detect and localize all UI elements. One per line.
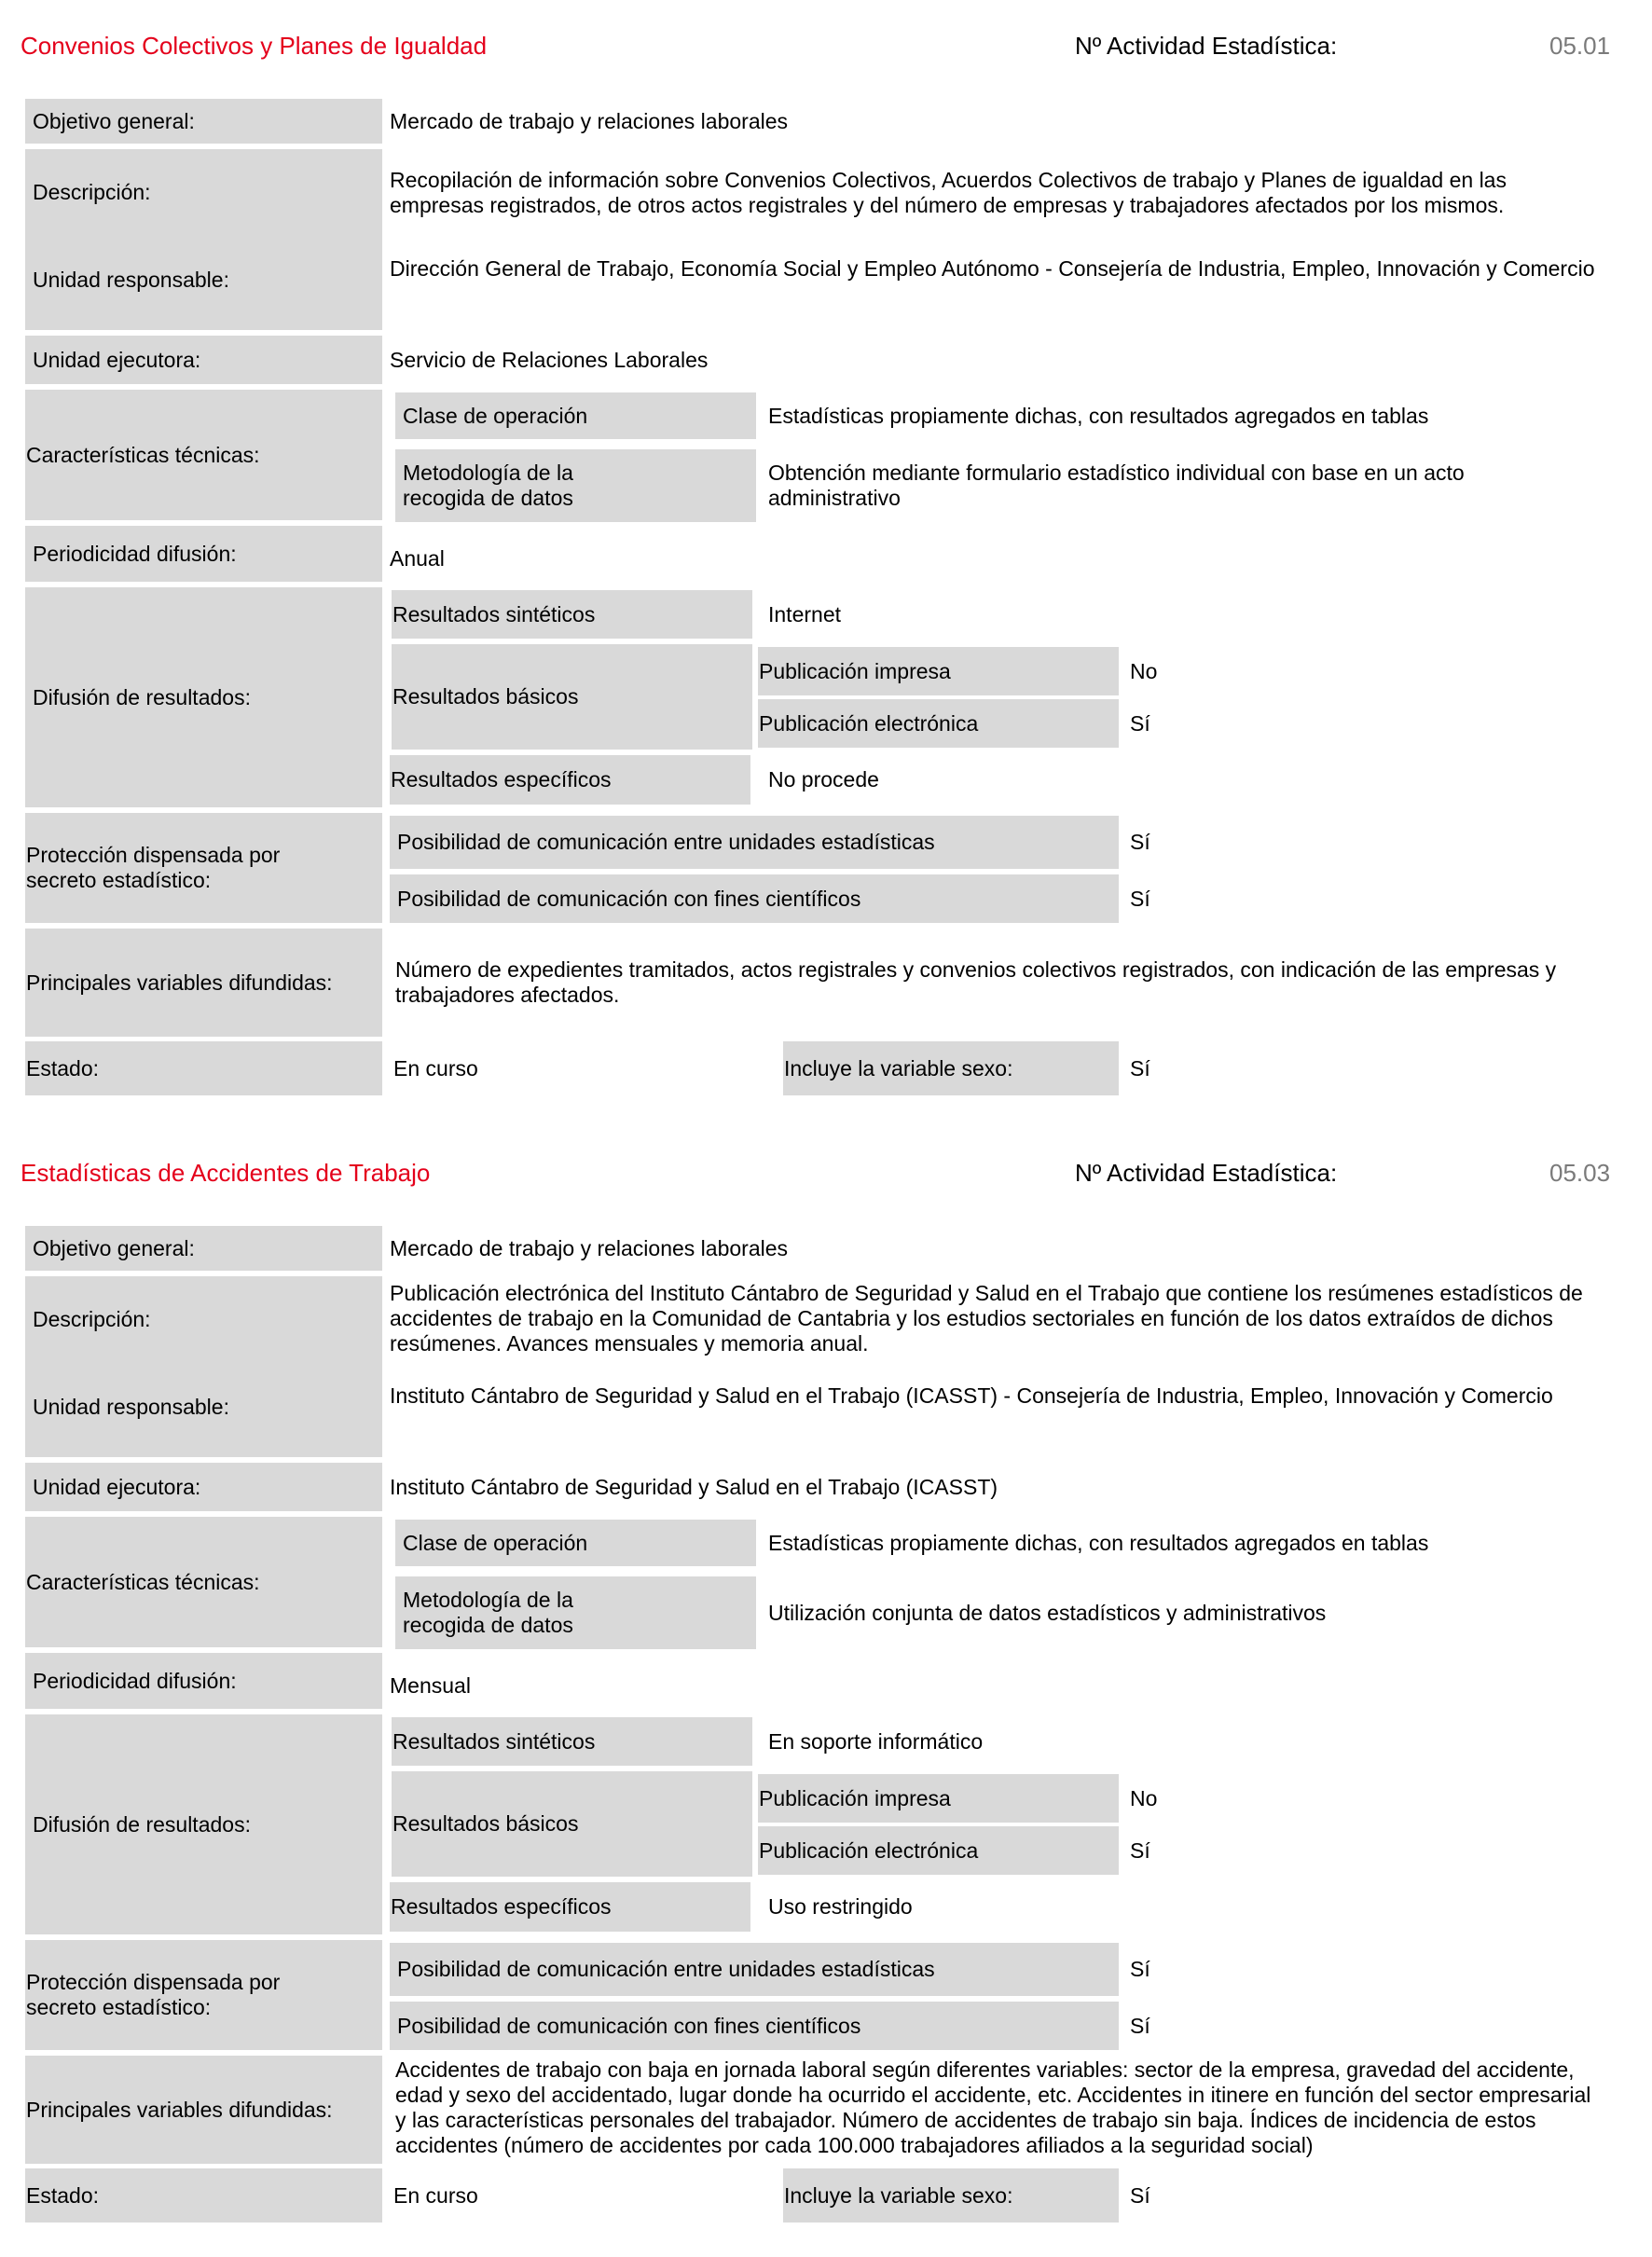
activity-number-label: Nº Actividad Estadística: [1075, 32, 1338, 60]
label-difusion: Difusión de resultados: [25, 587, 382, 807]
value-metodologia: Utilización conjunta de datos estadísticos y administrativos [768, 1600, 1327, 1625]
value-clase-operacion: Estadísticas propiamente dichas, con resultados agregados en tablas [768, 1530, 1429, 1555]
value-principales: Accidentes de trabajo con baja en jornada laboral según diferentes variables: sector de la empresa, gravedad del accidente, edad y sexo del accidentado, lugar donde ha ocurrido el accidente, etc. Accidentes in itinere en función del sector empresarial y las características personales del trabajador. Número de accidentes de trabajo sin baja. Índices de incidencia de estos accidentes (número de accidentes por cada 100.000 trabajadores afiliados a la seguridad social) [395, 2057, 1591, 2157]
label-pub-electronica: Publicación electrónica [758, 1826, 1119, 1875]
value-variable-sexo: Sí [1130, 2182, 1150, 2208]
label-clase-operacion: Clase de operación [395, 1520, 756, 1566]
value-estado: En curso [393, 1055, 478, 1080]
label-difusion: Difusión de resultados: [25, 1714, 382, 1934]
value-com-cientificos: Sí [1130, 2013, 1150, 2038]
label-clase-operacion: Clase de operación [395, 392, 756, 439]
label-block-desc-unidad [25, 149, 382, 330]
value-unidad-responsable: Dirección General de Trabajo, Economía Social y Empleo Autónomo - Consejería de Industria, Empleo, Innovación y Comercio [390, 256, 1595, 281]
label-block-desc-unidad [25, 1276, 382, 1457]
label-unidad-responsable: Unidad responsable: [33, 1394, 229, 1419]
activity-title: Convenios Colectivos y Planes de Igualdad [21, 32, 488, 60]
activity-number-label: Nº Actividad Estadística: [1075, 1159, 1338, 1187]
value-clase-operacion: Estadísticas propiamente dichas, con resultados agregados en tablas [768, 403, 1429, 428]
label-metodologia: Metodología de la recogida de datos [395, 449, 756, 522]
value-unidad-responsable: Instituto Cántabro de Seguridad y Salud en el Trabajo (ICASST) - Consejería de Industria, Empleo, Innovación y Comercio [390, 1383, 1553, 1408]
activity-section [0, 1127, 1652, 2227]
label-principales: Principales variables difundidas: [25, 929, 382, 1037]
value-sinteticos: En soporte informático [768, 1728, 984, 1754]
label-metodologia: Metodología de la recogida de datos [395, 1576, 756, 1649]
label-proteccion: Protección dispensada por secreto estadístico: [25, 1940, 382, 2050]
label-pub-impresa: Publicación impresa [758, 1774, 1119, 1823]
value-estado: En curso [393, 2182, 478, 2208]
label-proteccion: Protección dispensada por secreto estadístico: [25, 813, 382, 923]
label-caracteristicas: Características técnicas: [25, 1517, 382, 1647]
label-com-cientificos: Posibilidad de comunicación con fines científicos [390, 2002, 1119, 2050]
value-especificos: Uso restringido [768, 1894, 913, 1919]
activity-number: 05.01 [1549, 32, 1611, 60]
label-principales: Principales variables difundidas: [25, 2056, 382, 2164]
label-pub-impresa: Publicación impresa [758, 647, 1119, 695]
value-sinteticos: Internet [768, 601, 841, 626]
label-pub-electronica: Publicación electrónica [758, 699, 1119, 748]
value-com-unidades: Sí [1130, 1957, 1150, 1981]
label-variable-sexo: Incluye la variable sexo: [783, 2168, 1119, 2223]
activity-section [0, 0, 1652, 1100]
value-com-unidades: Sí [1130, 830, 1150, 854]
value-descripcion: Recopilación de información sobre Convenios Colectivos, Acuerdos Colectivos de trabajo y Planes de igualdad en las empresas registrados, de otros actos registrales y del número de empresas y trabajadores afectados por los mismos. [390, 168, 1507, 217]
label-estado: Estado: [25, 1041, 382, 1095]
value-com-cientificos: Sí [1130, 886, 1150, 911]
label-com-unidades: Posibilidad de comunicación entre unidades estadísticas [390, 1943, 1119, 1996]
label-estado: Estado: [25, 2168, 382, 2223]
value-variable-sexo: Sí [1130, 1055, 1150, 1080]
label-unidad-ejecutora: Unidad ejecutora: [25, 1463, 382, 1511]
label-unidad-ejecutora: Unidad ejecutora: [25, 336, 382, 384]
value-pub-electronica: Sí [1130, 710, 1150, 736]
label-sinteticos: Resultados sintéticos [392, 1717, 752, 1766]
value-pub-impresa: No [1130, 1785, 1158, 1810]
activity-title: Estadísticas de Accidentes de Trabajo [21, 1159, 431, 1187]
label-descripcion: Descripción: [33, 1306, 151, 1331]
label-caracteristicas: Características técnicas: [25, 390, 382, 520]
label-com-unidades: Posibilidad de comunicación entre unidades estadísticas [390, 816, 1119, 869]
label-sinteticos: Resultados sintéticos [392, 590, 752, 639]
activity-number: 05.03 [1549, 1159, 1611, 1187]
value-objetivo: Mercado de trabajo y relaciones laborales [390, 108, 789, 133]
label-com-cientificos: Posibilidad de comunicación con fines científicos [390, 874, 1119, 923]
value-metodologia: Obtención mediante formulario estadístico individual con base en un acto administrativo [768, 461, 1465, 510]
label-especificos: Resultados específicos [390, 1882, 750, 1932]
value-descripcion: Publicación electrónica del Instituto Cántabro de Seguridad y Salud en el Trabajo que contiene los resúmenes estadísticos de accidentes de trabajo en la Comunidad de Cantabria y los estudios sectoriales en función de los datos extraídos de dichos resúmenes. Avances mensuales y memoria anual. [390, 1281, 1583, 1356]
label-basicos: Resultados básicos [392, 644, 752, 750]
value-unidad-ejecutora: Servicio de Relaciones Laborales [390, 347, 709, 372]
value-especificos: No procede [768, 767, 879, 791]
label-unidad-responsable: Unidad responsable: [33, 267, 229, 292]
value-periodicidad: Anual [390, 545, 445, 571]
label-periodicidad: Periodicidad difusión: [25, 1653, 382, 1709]
label-objetivo: Objetivo general: [25, 1226, 382, 1271]
label-especificos: Resultados específicos [390, 755, 750, 805]
value-principales: Número de expedientes tramitados, actos registrales y convenios colectivos registrados, con indicación de las empresas y trabajadores afectados. [395, 957, 1557, 1007]
value-pub-impresa: No [1130, 658, 1158, 683]
label-objetivo: Objetivo general: [25, 99, 382, 144]
value-objetivo: Mercado de trabajo y relaciones laborales [390, 1235, 789, 1260]
label-basicos: Resultados básicos [392, 1771, 752, 1877]
label-variable-sexo: Incluye la variable sexo: [783, 1041, 1119, 1095]
label-periodicidad: Periodicidad difusión: [25, 526, 382, 582]
value-unidad-ejecutora: Instituto Cántabro de Seguridad y Salud en el Trabajo (ICASST) [390, 1474, 998, 1499]
value-periodicidad: Mensual [390, 1672, 471, 1698]
value-pub-electronica: Sí [1130, 1837, 1150, 1863]
label-descripcion: Descripción: [33, 179, 151, 204]
